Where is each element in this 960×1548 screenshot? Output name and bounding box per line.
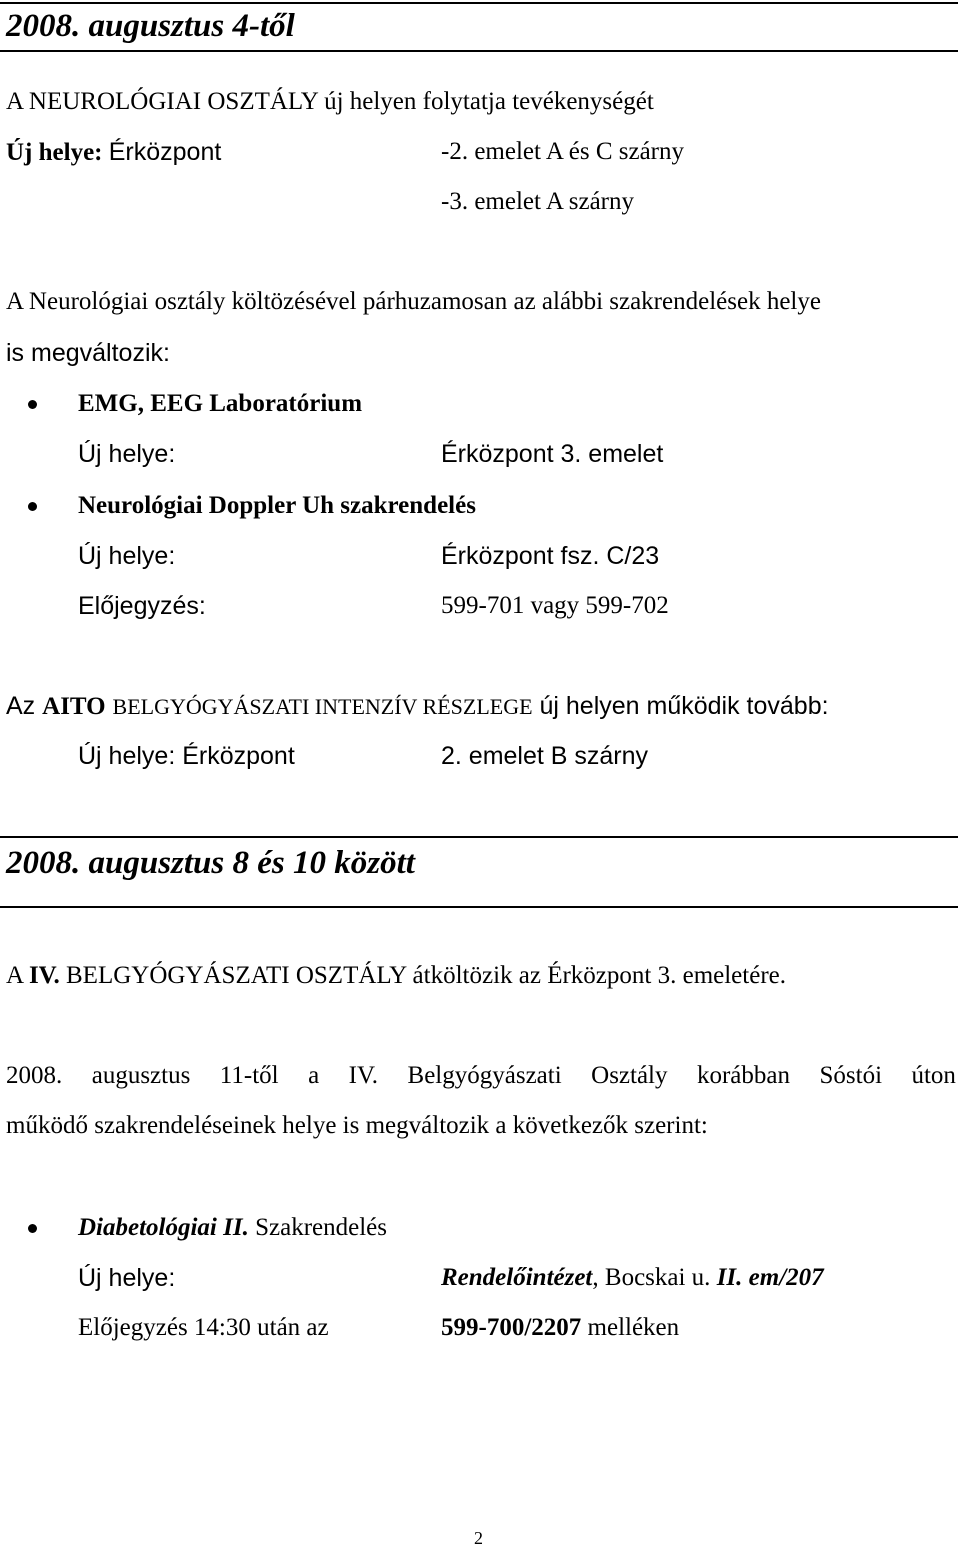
word: 11-től [219,1062,279,1089]
item-row-value-text: Érközpont 3. emelet [441,440,664,468]
word: korábban [696,1062,791,1089]
aito-suffix: új helyen működik tovább: [539,692,829,720]
bullet-icon [28,400,37,409]
value-rest: melléken [587,1314,680,1341]
item-row-label: Új helye: [78,1264,176,1292]
aito-place-label: Új helye: Érközpont [78,742,295,770]
list-item-title: Neurológiai Doppler Uh szakrendelés [78,492,476,519]
aito-bold: AITO [42,693,106,720]
floor-line-1: -2. emelet A és C szárny [441,138,684,165]
new-place-label: Új helye: [6,139,103,166]
item-row-value [441,541,659,572]
word: úton [911,1062,956,1089]
new-place-value: Érközpont [108,138,222,166]
list-item-title: EMG, EEG Laboratórium [78,390,363,417]
aito-prefix: Az [6,692,36,720]
section-heading-2: 2008. augusztus 8 és 10 között [6,845,415,881]
aito-line [6,691,829,722]
item-row-value [441,1313,679,1343]
relocation-rest: BELGYÓGYÁSZATI OSZTÁLY átköltözik az Érközpont 3. emeletére. [66,962,786,989]
heading-underline-2 [0,906,958,908]
value-end-bold-italic: II. em/207 [716,1264,824,1291]
new-place-row [6,137,221,168]
item-row-label: Előjegyzés: [78,592,206,620]
item-row-value: 599-701 vagy 599-702 [441,592,669,619]
section-heading-1: 2008. augusztus 4-től [6,8,295,44]
floor-line-2: -3. emelet A szárny [441,188,634,215]
value-middle: , Bocskai u. [592,1264,711,1291]
list-item-title [78,1213,387,1243]
paragraph-line-1: A Neurológiai osztály költözésével párhuzamosan az alábbi szakrendelések helye [6,288,821,315]
justified-paragraph-line-2: működő szakrendeléseinek helye is megváltozik a következők szerint: [6,1112,708,1139]
item-title-rest: Szakrendelés [255,1214,387,1241]
word: IV. [348,1062,379,1089]
word: 2008. [6,1062,63,1089]
bullet-icon [28,502,37,511]
value-bold: 599-700/2207 [441,1314,582,1341]
aito-rest: BELGYÓGYÁSZATI INTENZÍV RÉSZLEGE [112,694,533,719]
word: augusztus [91,1062,191,1089]
item-row-value [441,1263,824,1293]
top-rule [0,2,958,4]
intro-line: A NEUROLÓGIAI OSZTÁLY új helyen folytatja tevékenységét [6,88,654,115]
item-title-bold-italic: Diabetológiai II. [78,1214,249,1241]
heading-overline-2 [0,836,958,838]
item-row-label: Előjegyzés 14:30 után az [78,1314,329,1341]
paragraph-line-2: is megváltozik: [6,339,170,367]
word: Belgyógyászati [407,1062,562,1089]
relocation-prefix: A [6,962,23,989]
word: Osztály [591,1062,668,1089]
heading-underline-1 [0,50,958,52]
item-row-label: Új helye: [78,542,176,570]
word: Sóstói [819,1062,883,1089]
item-row-label: Új helye: [78,440,176,468]
item-row-value-text: Érközpont fsz. C/23 [441,542,660,570]
bullet-icon [28,1224,37,1233]
justified-paragraph-line-1 [6,1061,956,1091]
relocation-line [6,961,786,991]
page-number: 2 [474,1528,483,1548]
item-row-value [441,439,663,470]
value-bold-italic: Rendelőintézet [441,1264,593,1291]
word: a [308,1062,320,1089]
aito-place-value: 2. emelet B szárny [441,742,649,770]
relocation-bold: IV. [28,962,60,989]
